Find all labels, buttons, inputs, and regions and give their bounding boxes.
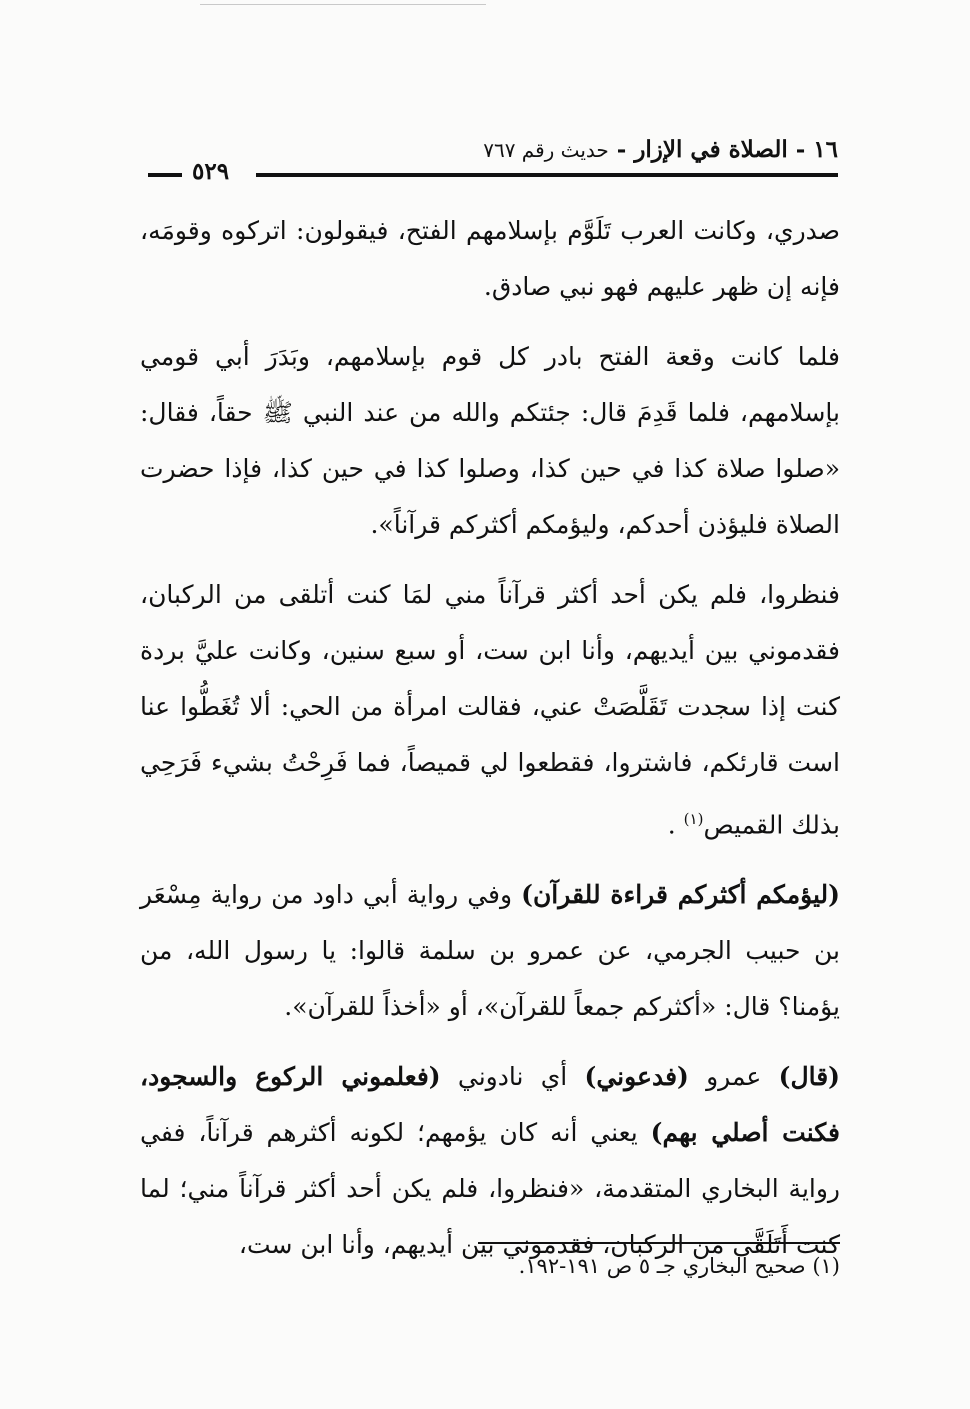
page-number: ٥٢٩ bbox=[192, 158, 230, 185]
paragraph-3-ending: . bbox=[667, 810, 676, 840]
quoted-phrase: (فدعوني) bbox=[584, 1062, 689, 1092]
footnote-marker: (١) bbox=[812, 1254, 840, 1278]
footnote-reference: (١) bbox=[683, 810, 704, 828]
quoted-phrase: (قال) bbox=[778, 1062, 840, 1092]
paragraph-1-text: صدري، وكانت العرب تَلَوَّم بإسلامهم الفتح، فيقولون: اتركوه وقومَه، فإنه إن ظهر عليهم فهو نبي صادق. bbox=[140, 216, 840, 301]
paragraph-2 bbox=[140, 329, 840, 553]
paragraph-4 bbox=[140, 867, 840, 1035]
footnote-separator bbox=[478, 1242, 840, 1244]
top-edge-rule bbox=[200, 4, 486, 5]
paragraph-3-text: فنظروا، فلم يكن أحد أكثر قرآناً مني لمَا كنت أتلقى من الركبان، فقدموني بين أيديهم، وأنا ابن ست، أو سبع سنين، وكانت عليَّ بردة كنت إذا سجدت تَقَلَّصَتْ عني، فقالت امرأة من الحي: ألا تُغَطُّوا عنا است قارئكم، فاشتروا، فقطعوا لي قميصاً، فما فَرِحْتُ بشيء فَرَحِي بذلك القميص bbox=[140, 580, 840, 840]
paragraph-5-text: عمرو bbox=[688, 1062, 779, 1092]
paragraph-5 bbox=[140, 1049, 840, 1273]
quoted-phrase: (ليؤمكم أكثركم قراءة للقرآن) bbox=[521, 880, 841, 910]
paragraph-3 bbox=[140, 567, 840, 853]
paragraph-1 bbox=[140, 203, 840, 315]
paragraph-2-text: فلما كانت وقعة الفتح بادر كل قوم بإسلامهم، وبَدَرَ أبي قومي بإسلامهم، فلما قَدِمَ قال: جئتكم والله من عند النبي ﷺ حقاً، فقال: «صلوا صلاة كذا في حين كذا، وصلوا كذا في حين كذا، فإذا حضرت الصلاة فليؤذن أحدكم، وليؤمكم أكثركم قرآناً». bbox=[140, 342, 840, 539]
running-title bbox=[483, 136, 838, 163]
page-header bbox=[148, 128, 838, 188]
footnote-text: صحيح البخاري جـ ٥ ص ١٩١-١٩٢. bbox=[518, 1254, 813, 1278]
footnote bbox=[519, 1254, 840, 1278]
chapter-title: ١٦ - الصلاة في الإزار bbox=[634, 136, 838, 163]
paragraph-4-text: وفي رواية أبي داود من رواية مِسْعَر بن حبيب الجرمي، عن عمرو بن سلمة قالوا: يا رسول الله، من يؤمنا؟ قال: «أكثركم جمعاً للقرآن»، أو «أخذاً للقرآن». bbox=[140, 880, 840, 1022]
header-rule bbox=[256, 173, 838, 177]
paragraph-5-text: يعني أنه كان يؤمهم؛ لكونه أكثرهم قرآناً، ففي رواية البخاري المتقدمة، «فنظروا، فلم يكن أحد أكثر قرآناً مني؛ لما كنت أَتَلَقَّى من الركبان، فقدموني بين أيديهم، وأنا ابن ست، bbox=[140, 1118, 840, 1260]
quoted-phrase: (فعلموني الركوع والسجود، فكنت أصلي بهم) bbox=[140, 1062, 840, 1148]
header-rule-left bbox=[148, 173, 182, 177]
hadith-number: حديث رقم ٧٦٧ bbox=[483, 138, 609, 162]
paragraph-5-text: أي نادوني bbox=[440, 1062, 585, 1092]
title-separator: - bbox=[608, 136, 635, 163]
page-body bbox=[140, 203, 840, 1287]
